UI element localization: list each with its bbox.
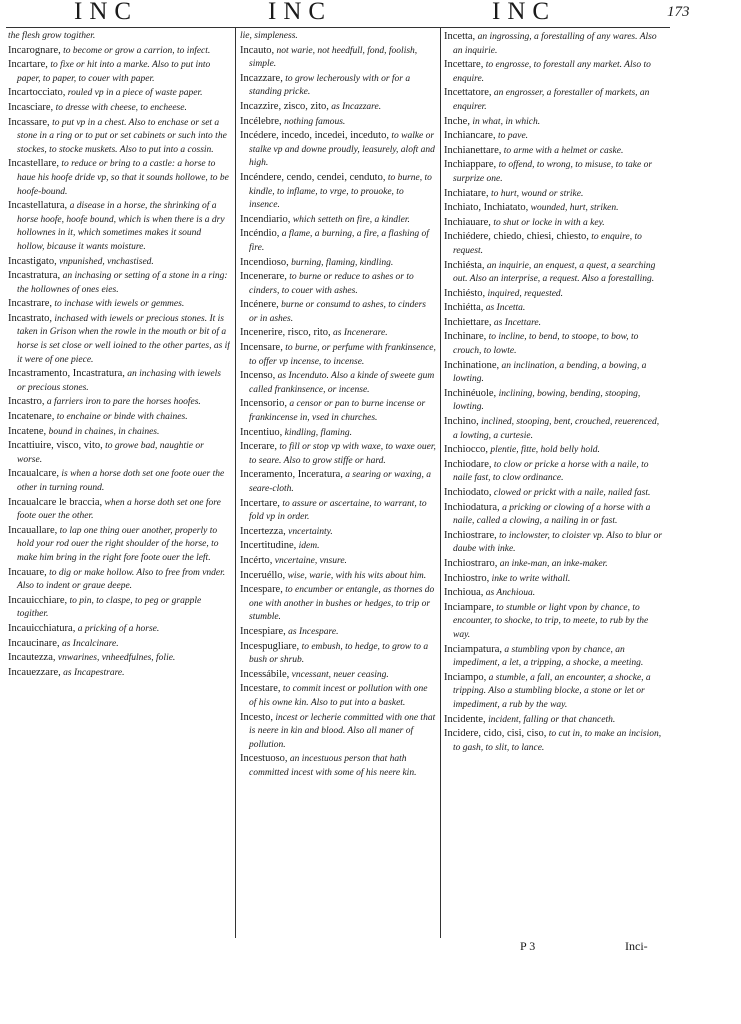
entry-headword: Incastrato, [8,312,53,324]
entry-headword: Inchiostrare, [444,529,497,541]
dictionary-entry [8,651,230,666]
entry-headword: Inchianettare, [444,144,502,156]
entry-definition: idem. [298,541,320,552]
entry-headword: Inchiostro, [444,572,490,584]
entry-definition: when a horse doth set one fore foote ouer the other. [17,497,221,522]
entry-headword: Incenerare, [240,271,287,283]
entry-headword: Incestuoso, [240,753,288,765]
entry-headword: Inchiocco, [444,444,489,456]
entry-definition: lie, simpleness. [240,31,298,41]
dictionary-entry [8,44,230,59]
entry-definition: inke to write withall. [491,573,571,584]
entry-headword: Incatenе, [8,425,47,437]
entry-definition: a disease in a horse, the shrinking of a horse hoofe, hoofe bound, which is when there is a dry hollownes in it, which sometimes makes it sound hollow, bicause it wants moisture. [17,201,225,252]
entry-headword: Incasciare, [8,101,54,113]
dictionary-entry [240,227,436,255]
entry-headword: Incestare, [240,683,281,695]
entry-headword: Incattiuire, visco, vito, [8,440,103,452]
dictionary-entry [8,622,230,637]
entry-definition: to fill or stop vp with waxe, to waxe ouer, to seare. Also to grow stiffe or hard. [249,442,436,466]
entry-headword: Incassare, [8,116,50,128]
entry-headword: Inchinare, [444,331,487,343]
running-header [0,0,741,24]
entry-definition: to encumber or entangle, as thornes do one with another in bushes or hedges, to trip or stumble. [249,585,435,623]
dictionary-entry [444,486,666,501]
entry-headword: Inchiésta, [444,259,485,271]
entry-definition: inchased with iewels or precious stones. It is taken in Grison when the rowle in the mouth or bit of a horse is set close or well ioined to the other partes, as if it were of one piece. [17,313,230,365]
dictionary-entry [240,129,436,171]
entry-definition: in what, in which. [472,116,541,127]
entry-definition: inquired, requested. [487,288,564,299]
dictionary-entry [240,525,436,540]
entry-headword: Incidere, cido, cisi, ciso, [444,728,547,740]
entry-definition: to dresse with cheese, to encheese. [55,102,187,113]
entry-definition: bound in chaines, in chaines. [48,426,160,437]
entry-definition: to arme with a helmet or caske. [503,145,624,156]
entry-headword: Incensare, [240,342,283,354]
dictionary-entry [240,326,436,341]
dictionary-entry [8,496,230,524]
dictionary-entry [8,58,230,86]
entry-definition: to enchaine or binde with chaines. [56,412,188,423]
dictionary-entry [240,752,436,780]
entry-definition: to pave. [497,131,529,142]
entry-definition: to stumble or light vpon by chance, to encounter, to shocke, to trip, to meete, to rub by the way. [453,602,649,640]
dictionary-entry [240,583,436,625]
entry-definition: inclined, stooping, bent, crouched, reuerenced, a lowting, a curtesie. [453,417,660,441]
dictionary-entry [240,539,436,554]
entry-headword: Inchioua, [444,587,484,599]
entry-definition: an inquirie, an enquest, a quest, a searching out. Also an interprise, a request. Also a forestalling. [453,260,656,285]
entry-definition: to growe bad, naughtie or worse. [17,441,204,465]
entry-headword: Incessábile, [240,668,290,680]
dictionary-entry [240,256,436,271]
dictionary-entry [444,58,666,86]
entry-headword: Incertare, [240,497,280,509]
entry-headword: Inchiauare, [444,216,491,228]
entry-definition: an incestuous person that hath committed incest with some of his neere kin. [249,754,417,778]
entry-headword: Incauicchiatura, [8,622,76,634]
dictionary-entry [444,30,666,58]
dictionary-entry [240,115,436,130]
dictionary-entry [444,187,666,202]
entry-definition: as Incetta. [485,303,526,314]
dictionary-entry [8,199,230,254]
entry-definition: inclining, bowing, bending, stooping, lowting. [453,388,641,413]
entry-definition: to lap one thing ouer another, properly to hold your rod ouer the right shoulder of the horse, to make him bring in the right fore foote ouer the left. [17,525,219,563]
entry-headword: Incendioso, [240,256,289,268]
entry-definition: a pricking of a horse. [77,623,160,634]
entry-headword: Incarognare, [8,44,61,56]
entry-definition: to cut in, to make an incision, to gash, to slit, to lance. [453,729,662,753]
entry-definition: as Anchioua. [485,588,536,599]
dictionary-entry [444,443,666,458]
dictionary-entry [444,387,666,415]
entry-headword: Incérto, [240,554,273,566]
dictionary-column-3 [444,30,666,938]
header-left-headword: INC [74,0,139,25]
entry-headword: Inchiodato, [444,487,492,498]
dictionary-entry [444,727,666,755]
entry-definition: wounded, hurt, striken. [530,203,619,214]
entry-headword: Incazzare, [240,72,283,84]
dictionary-entry [8,30,230,44]
dictionary-entry [8,439,230,467]
entry-definition: as Incapestrare. [63,667,125,678]
dictionary-entry [8,157,230,199]
entry-headword: Inchiato, Inchiatato, [444,202,529,214]
entry-definition: vncertaine, vnsure. [274,555,347,566]
entry-definition: to burne or reduce to ashes or to cinders, to couer with ashes. [249,272,414,296]
header-rule [6,27,670,28]
dictionary-entry [444,557,666,572]
dictionary-entry [8,666,230,681]
entry-headword: Inchinatione, [444,359,500,371]
dictionary-entry [240,100,436,115]
entry-headword: Incauare, [8,566,47,578]
entry-definition: wise, warie, with his wits about him. [287,570,427,581]
entry-definition: to dig or make hollow. Also to free from vnder. Also to indent or graue deepe. [17,567,226,592]
dictionary-entry [240,44,436,72]
entry-definition: a pricking or clowing of a horse with a naile, called a clowing, a nailing in or fast. [453,502,651,527]
dictionary-entry [240,668,436,683]
dictionary-entry [240,341,436,369]
entry-definition: to burne, to kindle, to inflame, to vrge, to prouoke, to insence. [249,172,432,211]
dictionary-column-2 [240,30,436,938]
entry-headword: Incesto, [240,711,273,723]
dictionary-entry [240,369,436,397]
entry-headword: Incartare, [8,59,48,71]
entry-definition: is when a horse doth set one foote ouer the other in turning round. [17,469,225,493]
entry-headword: Incauezzare, [8,666,61,678]
entry-headword: Incaualcare, [8,468,59,480]
entry-definition: to enquire, to request. [453,232,642,256]
entry-headword: Inchinéuole, [444,387,497,399]
entry-definition: to hurt, wound or strike. [490,188,584,199]
entry-definition: to grow lecherously with or for a standing pricke. [249,73,411,98]
entry-definition: incident, falling or that chanceth. [488,714,616,725]
dictionary-entry [444,458,666,486]
entry-definition: to become or grow a carrion, to infect. [63,45,211,56]
entry-headword: Incaualcare le braccia, [8,496,103,508]
entry-headword: Incespiare, [240,625,286,637]
dictionary-entry [444,501,666,529]
dictionary-entry [8,255,230,270]
entry-headword: Incatenare, [8,411,55,423]
entry-definition: as Incalcinare. [61,638,119,649]
dictionary-entry [240,270,436,298]
entry-definition: a farriers iron to pare the horses hoofes. [46,397,201,408]
entry-definition: an inclination, a bending, a bowing, a lowting. [453,360,647,385]
entry-definition: a stumble, a fall, an encounter, a shocke, a tripping. Also a stumbling blocke, a stone or let or impediment, a rub by the way. [453,672,651,710]
dictionary-entry [8,367,230,395]
dictionary-entry [8,297,230,312]
entry-definition: not warie, not heedfull, fond, foolish, simple. [249,45,418,70]
dictionary-entry [444,359,666,387]
entry-definition: a censor or pan to burne incense or frankincense in, vsed in churches. [249,399,426,424]
entry-headword: Incettatore, [444,87,492,99]
dictionary-entry [444,129,666,144]
entry-headword: Incéndio, [240,228,280,240]
entry-headword: Incettare, [444,59,484,71]
entry-headword: Incauicchiare, [8,594,68,606]
dictionary-entry [240,468,436,496]
dictionary-entry [444,415,666,443]
entry-definition: a stumbling vpon by chance, an impediment, a let, a tripping, a shocke, a meeting. [453,644,644,669]
entry-definition: as Incespare. [288,626,339,637]
entry-definition: a flame, a burning, a fire, a flashing of fire. [249,229,429,253]
entry-definition: burning, flaming, kindling. [291,257,394,268]
dictionary-entry [8,467,230,495]
entry-definition: clowed or prickt with a naile, nailed fast. [493,488,651,498]
entry-definition: an inke-man, an inke-maker. [499,558,608,569]
entry-headword: Inceramento, Inceratura, [240,469,343,481]
entry-definition: burne or consumd to ashes, to cinders or in ashes. [249,300,427,324]
entry-definition: vncertainty. [288,526,333,537]
entry-headword: Inchiostraro, [444,557,498,569]
entry-headword: Incauto, [240,44,275,56]
dictionary-entry [444,230,666,258]
catchword: Inci- [625,939,648,953]
dictionary-entry [8,86,230,101]
entry-headword: Incaucinare, [8,637,60,649]
dictionary-entry [240,440,436,468]
dictionary-entry [240,397,436,425]
dictionary-entry [444,158,666,186]
dictionary-entry [444,287,666,302]
dictionary-entry [444,301,666,316]
dictionary-entry [444,572,666,587]
dictionary-entry [240,426,436,441]
signature-mark: P 3 [520,939,536,953]
dictionary-entry [444,330,666,358]
entry-headword: Inchiettare, [444,316,492,328]
dictionary-entry [240,171,436,213]
dictionary-entry [240,625,436,640]
entry-headword: Inciampatura, [444,643,503,655]
dictionary-entry [444,316,666,331]
dictionary-entry [240,711,436,753]
entry-headword: Incensorio, [240,398,287,410]
dictionary-entry [240,298,436,326]
dictionary-entry [444,115,666,130]
dictionary-entry [444,713,666,728]
dictionary-entry [444,86,666,114]
entry-headword: Incendiario, [240,213,291,225]
dictionary-entry [240,569,436,584]
entry-headword: Inchiésto, [444,287,486,299]
dictionary-entry [8,312,230,367]
dictionary-entry [240,213,436,228]
dictionary-entry [444,529,666,557]
entry-definition: vncessant, neuer ceasing. [291,669,389,680]
entry-definition: to inclowster, to cloister vp. Also to blur or daube with inke. [453,530,663,555]
dictionary-entry [240,72,436,100]
entry-definition: to engrosse, to forestall any market. Also to enquire. [453,60,651,84]
entry-definition: nothing famous. [284,116,346,127]
entry-definition: as Incettare. [493,317,542,328]
column-rule-right [440,28,441,938]
entry-definition: an inchasing or setting of a stone in a ring: the hollownes of ones eies. [17,271,228,295]
entry-headword: Incédere, incedo, incedei, inceduto, [240,130,389,142]
entry-headword: Incazzire, zisco, zito, [240,100,329,112]
header-right-headword: INC [492,0,557,25]
entry-headword: Inchiédere, chiedo, chiesi, chiesto, [444,231,589,243]
dictionary-entry [8,410,230,425]
dictionary-entry [444,643,666,671]
entry-definition: to fixe or hit into a marke. Also to put into paper, to paper, to couer with paper. [17,60,211,84]
entry-headword: Incéndere, cendo, cendei, cenduto, [240,171,386,183]
entry-definition: to clow or pricke a horse with a naile, to naile fast, to clow ordinance. [453,459,649,484]
entry-headword: Inciampare, [444,601,494,613]
entry-headword: Incastrare, [8,298,53,310]
dictionary-entry [444,601,666,643]
entry-headword: Incénere, [240,299,279,311]
entry-headword: Inchiodare, [444,458,492,470]
dictionary-entry [444,671,666,713]
dictionary-entry [240,640,436,668]
dictionary-entry [8,425,230,440]
entry-definition: as Incazzare. [331,101,382,112]
entry-definition: vnwarines, vnheedfulnes, folie. [57,653,176,664]
entry-definition: to assure or ascertaine, to warrant, to fold vp in order. [249,498,427,523]
dictionary-entry [8,116,230,158]
dictionary-entry [8,101,230,116]
dictionary-entry [444,259,666,287]
dictionary-entry [444,201,666,216]
entry-headword: Incetta, [444,31,476,42]
entry-headword: Incenso, [240,370,276,382]
dictionary-entry [8,637,230,652]
entry-definition: to commit incest or pollution with one of his owne kin. Also to put into a basket. [249,684,428,708]
dictionary-entry [240,497,436,525]
entry-definition: vnpunished, vnchastised. [59,256,154,267]
entry-headword: Inchiétta, [444,302,484,314]
entry-definition: as Incenduto. Also a kinde of sweete gum called frankinsence, or incense. [249,371,435,395]
entry-definition: plentie, fitte, hold belly hold. [490,445,600,456]
page-number: 173 [667,4,690,20]
entry-definition: an inchasing with iewels or precious stones. [17,369,221,393]
entry-headword: Incautezza, [8,652,56,664]
entry-headword: Incenerire, risco, rito, [240,327,331,339]
entry-headword: Inchiancare, [444,130,496,142]
column-rule-left [235,28,236,938]
entry-headword: Incastro, [8,396,45,408]
entry-headword: Incentiuo, [240,426,283,438]
entry-headword: Incastratura, [8,270,61,282]
dictionary-entry [8,395,230,410]
entry-definition: a searing or waxing, a seare-cloth. [249,470,432,494]
dictionary-entry [444,586,666,601]
entry-definition: to burne, or perfume with frankinsence, to offer vp incense, to incense. [249,343,436,367]
entry-definition: to reduce or bring to a castle: a horse to haue his hoofe dride vp, so that it sounds hollowe, to be hoofe-bound. [17,159,229,197]
dictionary-entry [444,216,666,231]
entry-definition: to incline, to bend, to stoope, to bow, to crouch, to lowte. [453,332,639,357]
entry-headword: Incespugliare, [240,640,300,652]
entry-definition: to embush, to hedge, to grow to a bush or shrub. [249,641,429,666]
entry-definition: to offend, to wrong, to misuse, to take or surprize one. [453,160,653,184]
entry-headword: Inchiodatura, [444,501,500,513]
entry-headword: Incastigato, [8,255,57,267]
entry-headword: Incertitudine, [240,540,297,552]
dictionary-entry [8,566,230,594]
header-center-headword: INC [268,0,333,25]
entry-headword: Inche, [444,115,470,127]
entry-headword: Incauallare, [8,524,58,536]
entry-headword: Incastramento, Incastratura, [8,368,125,380]
entry-definition: kindling, flaming. [284,427,352,438]
entry-definition: an engrosser, a forestaller of markets, an enquirer. [453,88,650,112]
entry-headword: Incerare, [240,441,278,453]
entry-definition: which setteth on fire, a kindler. [292,214,410,225]
entry-headword: Incidente, [444,713,486,725]
entry-headword: Incastellare, [8,158,60,170]
entry-headword: Incélebre, [240,115,282,127]
dictionary-entry [240,30,436,44]
dictionary-entry [444,144,666,159]
dictionary-column-1 [8,30,230,938]
entry-definition: to walke or stalke vp and downe proudly, leasurely, aloft and high. [249,131,435,169]
entry-headword: Incastellatura, [8,200,68,212]
entry-headword: Inceruéllo, [240,569,286,581]
entry-definition: rouled vp in a piece of waste paper. [67,88,203,99]
dictionary-entry [8,594,230,622]
entry-definition: as Incenerare. [333,328,388,339]
entry-definition: incest or lecherie committed with one that is neere in kin and blood. Also all maner of pollution. [249,712,436,750]
entry-definition: the flesh grow togither. [8,31,96,41]
entry-headword: Incertezza, [240,525,286,537]
dictionary-entry [8,524,230,566]
entry-definition: an ingrossing, a forestalling of any wares. Also an inquirie. [453,32,657,56]
entry-headword: Inchiatare, [444,187,489,199]
dictionary-entry [240,554,436,569]
entry-headword: Incespare, [240,584,283,596]
entry-headword: Incartocciato, [8,87,66,99]
entry-headword: Inchiappare, [444,159,497,171]
entry-headword: Inciampo, [444,671,487,683]
entry-definition: to pin, to claspe, to peg or grapple togither. [17,595,202,620]
entry-definition: to shut or locke in with a key. [493,217,605,228]
dictionary-entry [240,682,436,710]
entry-definition: to inchase with iewels or gemmes. [54,299,185,310]
dictionary-entry [8,269,230,297]
entry-definition: to put vp in a chest. Also to enchase or set a stone in a ring or to put or set cabinets or such into the stockes, to stocke muskets. Also to put into a cossin. [17,117,227,155]
entry-headword: Inchino, [444,416,479,428]
